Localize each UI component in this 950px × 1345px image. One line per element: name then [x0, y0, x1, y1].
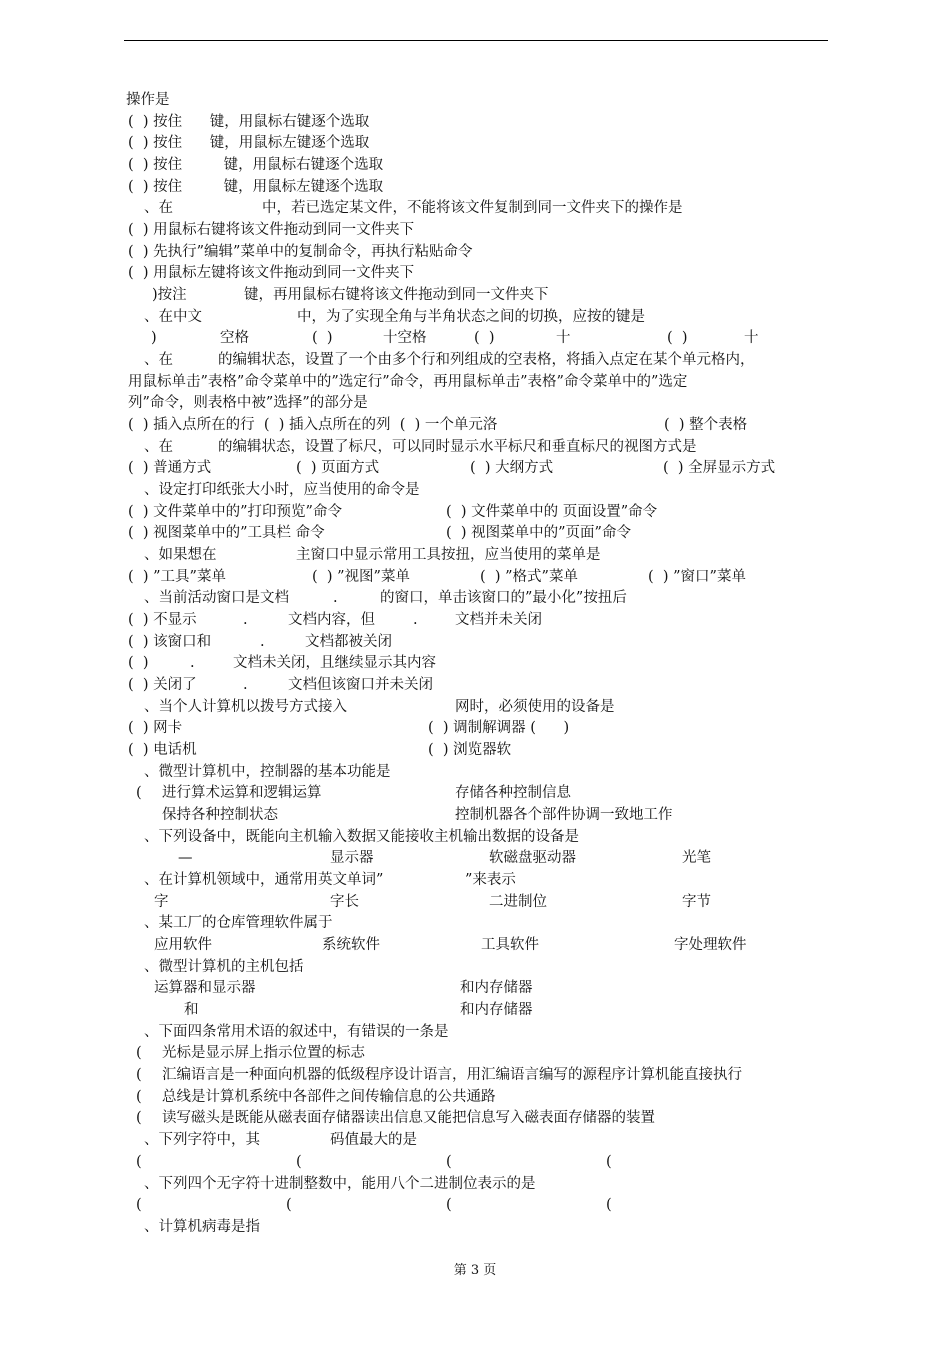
text-line: [0, 1065, 950, 1086]
text-line: [0, 1195, 950, 1216]
text-segment: ( ): [128, 655, 149, 672]
text-line: [0, 372, 950, 393]
text-segment: (: [136, 1067, 142, 1084]
text-line: [0, 892, 950, 913]
text-segment: ( ) 视图菜单中的”页面”命令: [446, 525, 631, 542]
text-segment: 应用软件: [154, 937, 212, 954]
text-segment: 、在: [144, 200, 173, 217]
text-segment: —: [178, 850, 193, 867]
text-segment: 主窗口中显示常用工具按扭，应当使用的菜单是: [296, 547, 601, 564]
text-line: [0, 1043, 950, 1064]
text-segment: 保持各种控制状态: [162, 807, 278, 824]
text-segment: ( ) 文件菜单中的 页面设置”命令: [446, 503, 658, 520]
text-line: [0, 415, 950, 436]
text-segment: ( ) 不显示: [128, 612, 197, 629]
text-line: [0, 1000, 950, 1021]
text-line: [0, 1130, 950, 1151]
text-segment: ( ) 先执行”编辑”菜单中的复制命令，再执行粘贴命令: [128, 243, 473, 260]
text-segment: 系统软件: [322, 937, 380, 954]
text-segment: ( ) 按住 键，用鼠标右键逐个选取: [128, 157, 384, 173]
text-segment: ( ) 用鼠标左键将该文件拖动到同一文件夹下: [128, 265, 415, 282]
text-line: [0, 523, 950, 544]
text-segment: 进行算术运算和逻辑运算: [162, 785, 322, 802]
text-segment: 十: [744, 330, 759, 347]
text-segment: (: [136, 1045, 142, 1062]
text-segment: ( ) 大纲方式: [470, 460, 554, 477]
text-segment: (: [136, 1110, 142, 1127]
text-line: [0, 697, 950, 718]
text-segment: ( ) 视图菜单中的”工具栏 命令: [128, 525, 325, 542]
text-line: [0, 133, 950, 154]
text-segment: ( ) 按住 键，用鼠标左键逐个选取: [128, 135, 370, 152]
text-segment: 空格: [220, 330, 249, 347]
header-rule: [124, 40, 828, 41]
text-segment: (: [296, 1153, 302, 1170]
text-line: [0, 740, 950, 761]
text-segment: .: [243, 677, 248, 694]
text-segment: 的编辑状态，设置了一个由多个行和列组成的空表格，将插入点定在某个单元格内，: [218, 352, 755, 369]
text-segment: (: [136, 1153, 142, 1170]
text-segment: (: [136, 785, 142, 802]
text-segment: 、微型计算机中，控制器的基本功能是: [144, 763, 391, 780]
text-segment: ( ) 普通方式: [128, 460, 212, 477]
text-line: [0, 112, 950, 133]
text-segment: 字节: [682, 893, 711, 910]
text-segment: (: [286, 1197, 292, 1214]
text-segment: .: [260, 633, 265, 650]
text-line: [0, 90, 950, 111]
text-line: [0, 350, 950, 371]
text-segment: .: [190, 655, 195, 672]
text-line: [0, 1087, 950, 1108]
text-segment: 网时，必须使用的设备是: [455, 698, 615, 715]
text-segment: ( ) 用鼠标右键将该文件拖动到同一文件夹下: [128, 222, 415, 239]
text-segment: ( ) ”窗口”菜单: [648, 568, 746, 585]
text-line: [0, 502, 950, 523]
text-line: [0, 328, 950, 349]
text-line: [0, 653, 950, 674]
text-line: [0, 718, 950, 739]
text-segment: 、下列四个无字符十进制整数中，能用八个二进制位表示的是: [144, 1175, 536, 1192]
text-line: [0, 805, 950, 826]
text-segment: 光笔: [682, 850, 711, 867]
text-segment: 、下列字符中，其: [144, 1132, 260, 1149]
text-segment: ( ) ”视图”菜单: [312, 568, 410, 585]
text-line: [0, 675, 950, 696]
text-segment: 工具软件: [481, 937, 539, 954]
text-segment: 、计算机病毒是指: [144, 1218, 260, 1235]
text-line: [0, 285, 950, 306]
text-segment: 、设定打印纸张大小时，应当使用的命令是: [144, 482, 420, 499]
text-segment: 和内存储器: [460, 980, 533, 997]
text-segment: 存储各种控制信息: [455, 785, 571, 802]
text-segment: ( ) ”格式”菜单: [480, 568, 578, 585]
text-segment: 用鼠标单击”表格”命令菜单中的”选定行”命令，再用鼠标单击”表格”命令菜单中的”选定: [128, 373, 688, 390]
text-line: [0, 913, 950, 934]
text-segment: 运算器和显示器: [154, 980, 256, 997]
text-segment: 和内存储器: [460, 1002, 533, 1019]
text-segment: .: [413, 612, 418, 629]
text-segment: (: [136, 1197, 142, 1214]
text-segment: 、如果想在: [144, 547, 217, 564]
text-segment: 键，再用鼠标右键将该文件拖动到同一文件夹下: [244, 287, 549, 304]
text-segment: 、在计算机领域中，通常用英文单词”: [144, 872, 384, 889]
text-line: [0, 393, 950, 414]
text-segment: 、下列设备中，既能向主机输入数据又能接收主机输出数据的设备是: [144, 828, 579, 845]
text-line: [0, 632, 950, 653]
text-segment: 二进制位: [489, 893, 547, 910]
text-line: [0, 198, 950, 219]
text-segment: (: [136, 1088, 142, 1105]
text-segment: 、微型计算机的主机包括: [144, 958, 304, 975]
text-line: [0, 263, 950, 284]
text-line: [0, 978, 950, 999]
text-line: [0, 155, 950, 176]
text-segment: ( ) 按住 键，用鼠标左键逐个选取: [128, 178, 384, 195]
text-segment: ”来表示: [465, 872, 516, 889]
text-segment: 软磁盘驱动器: [489, 850, 576, 867]
text-segment: 、当前活动窗口是文档: [144, 590, 289, 607]
text-segment: ( ) ”工具”菜单: [128, 568, 226, 585]
text-line: [0, 783, 950, 804]
text-segment: 十空格: [383, 330, 427, 347]
text-line: [0, 762, 950, 783]
text-segment: 、某工厂的仓库管理软件属于: [144, 915, 333, 932]
text-segment: 的编辑状态，设置了标尺，可以同时显示水平标尺和垂直标尺的视图方式是: [218, 438, 697, 455]
text-line: [0, 307, 950, 328]
text-line: [0, 458, 950, 479]
text-segment: 文档内容，但: [288, 612, 375, 629]
text-segment: 文档未关闭，且继续显示其内容: [233, 655, 436, 672]
text-segment: 、当个人计算机以拨号方式接入: [144, 698, 347, 715]
text-segment: 、在: [144, 352, 173, 369]
text-segment: (: [606, 1153, 612, 1170]
text-segment: 字: [154, 893, 169, 910]
text-segment: 字处理软件: [674, 937, 747, 954]
text-line: [0, 1022, 950, 1043]
text-segment: ( ) 电话机: [128, 742, 197, 759]
text-segment: ( ): [474, 330, 495, 347]
text-line: [0, 870, 950, 891]
text-line: [0, 610, 950, 631]
text-line: [0, 1217, 950, 1238]
text-line: [0, 545, 950, 566]
text-segment: ( ) 全屏显示方式: [663, 460, 776, 477]
text-segment: 码值最大的是: [330, 1132, 417, 1149]
text-segment: (: [446, 1153, 452, 1170]
text-segment: 汇编语言是一种面向机器的低级程序设计语言，用汇编语言编写的源程序计算机能直接执行: [162, 1067, 742, 1084]
text-segment: ( ) 整个表格: [664, 417, 748, 434]
text-line: [0, 935, 950, 956]
text-segment: 字长: [330, 893, 359, 910]
text-line: [0, 242, 950, 263]
text-segment: 、在: [144, 438, 173, 455]
text-segment: ): [151, 330, 157, 347]
text-segment: ( ) 网卡: [128, 720, 183, 737]
text-line: [0, 567, 950, 588]
text-line: [0, 588, 950, 609]
text-segment: 文档但该窗口并未关闭: [288, 677, 433, 694]
text-segment: 、下面四条常用术语的叙述中，有错误的一条是: [144, 1023, 449, 1040]
text-segment: 总线是计算机系统中各部件之间传输信息的公共通路: [162, 1088, 496, 1105]
text-segment: ( ) 文件菜单中的”打印预览”命令: [128, 503, 342, 520]
text-segment: ( ) 按住 键，用鼠标右键逐个选取: [128, 113, 370, 130]
text-line: [0, 848, 950, 869]
text-segment: ( ) 该窗口和: [128, 633, 212, 650]
text-line: [0, 177, 950, 198]
text-segment: ( ) 浏览器软: [428, 742, 512, 759]
text-segment: 显示器: [330, 850, 374, 867]
text-line: [0, 480, 950, 501]
text-segment: )按注: [152, 287, 187, 304]
text-segment: 控制机器各个部件协调一致地工作: [455, 807, 673, 824]
text-segment: ( ): [312, 330, 333, 347]
text-line: [0, 1152, 950, 1173]
text-segment: (: [446, 1197, 452, 1214]
text-segment: (: [606, 1197, 612, 1214]
text-line: [0, 1108, 950, 1129]
text-line: [0, 827, 950, 848]
text-line: [0, 437, 950, 458]
text-segment: 光标是显示屏上指示位置的标志: [162, 1045, 365, 1062]
text-line: [0, 220, 950, 241]
page-number: 第 3 页: [453, 1263, 497, 1278]
text-segment: .: [333, 590, 338, 607]
text-segment: 十: [556, 330, 571, 347]
text-line: [0, 1174, 950, 1195]
text-segment: 读写磁头是既能从磁表面存储器读出信息又能把信息写入磁表面存储器的装置: [162, 1110, 655, 1127]
text-segment: 文档都被关闭: [305, 633, 392, 650]
text-segment: 中，若已选定某文件，不能将该文件复制到同一文件夹下的操作是: [262, 200, 683, 217]
text-segment: 列”命令，则表格中被”选择”的部分是: [128, 395, 368, 412]
text-segment: 和: [184, 1002, 199, 1019]
text-segment: 的窗口，单击该窗口的”最小化”按扭后: [380, 590, 627, 607]
text-segment: 操作是: [126, 92, 170, 108]
text-segment: 中，为了实现全角与半角状态之间的切换，应按的键是: [297, 308, 645, 325]
text-segment: .: [243, 612, 248, 629]
text-segment: ( ) 页面方式: [296, 460, 380, 477]
text-segment: 、在中文: [144, 308, 202, 325]
text-segment: 文档并未关闭: [455, 612, 542, 629]
text-segment: ( ): [667, 330, 688, 347]
text-line: [0, 957, 950, 978]
text-segment: ( ) 插入点所在的行 ( ) 插入点所在的列 ( ) 一个单元洛: [128, 417, 498, 434]
text-segment: ( ) 调制解调器 ( ): [428, 720, 570, 737]
text-segment: ( ) 关闭了: [128, 677, 197, 694]
